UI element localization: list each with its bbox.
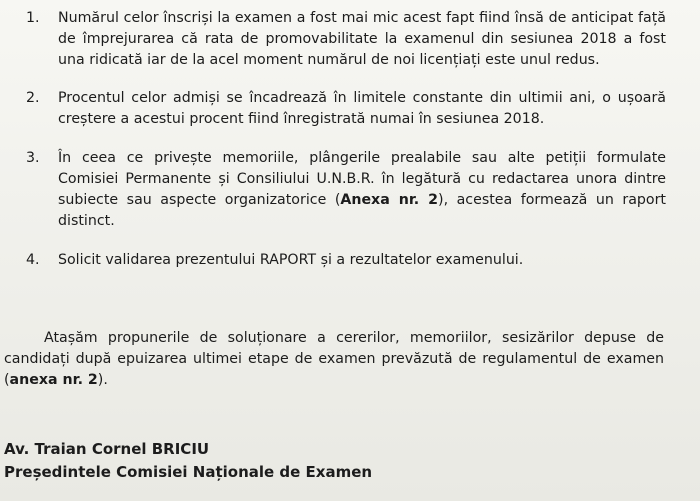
list-item-text: Procentul celor admiși se încadrează în limitele constante din ultimii ani, o ușoară creștere a acestui procent fiind înregistrată numai în sesiunea 2018. [58, 90, 666, 127]
list-item [26, 88, 666, 130]
list-item-number: 3. [26, 150, 40, 166]
list-item-text: Solicit validarea prezentului RAPORT și a rezultatelor examenului. [58, 252, 524, 268]
list-item-text [58, 148, 666, 232]
list-item-text: Numărul celor înscriși la examen a fost mai mic acest fapt fiind însă de anticipat față de împrejurarea că rata de promovabilitate la examenul din sesiunea 2018 a fost una ridicată iar de la acel moment numărul de noi licențiați este unul redus. [58, 10, 666, 68]
numbered-list [26, 8, 666, 289]
annex-reference: Anexa nr. 2 [340, 192, 439, 208]
attachment-paragraph [4, 328, 664, 391]
list-item-number: 4. [26, 252, 40, 268]
list-item [26, 148, 666, 232]
attachment-text-after: ). [97, 372, 108, 388]
signatory-role: Președintele Comisiei Naționale de Examen [4, 463, 373, 481]
signatory-name: Av. Traian Cornel BRICIU [4, 440, 210, 458]
list-item-number: 2. [26, 90, 40, 106]
list-item-text-before: În ceea ce privește memoriile, plângerile prealabile sau alte petiții formulate Comisiei Permanente și Consiliului U.N.B.R. în legătură cu redactarea unora dintre subiecte sau aspecte organizatorice ( [58, 150, 666, 208]
attachment-text-before: Atașăm propunerile de soluționare a cererilor, memoriilor, sesizărilor depuse de candidați după epuizarea ultimei etape de examen prevăzută de regulamentul de examen ( [4, 330, 664, 388]
list-item [26, 250, 666, 271]
annex-reference: anexa nr. 2 [9, 372, 98, 388]
list-item-number: 1. [26, 10, 40, 26]
list-item [26, 8, 666, 71]
signature-block [4, 438, 372, 484]
list-item-text-after: ), acestea formează un raport distinct. [58, 192, 666, 229]
